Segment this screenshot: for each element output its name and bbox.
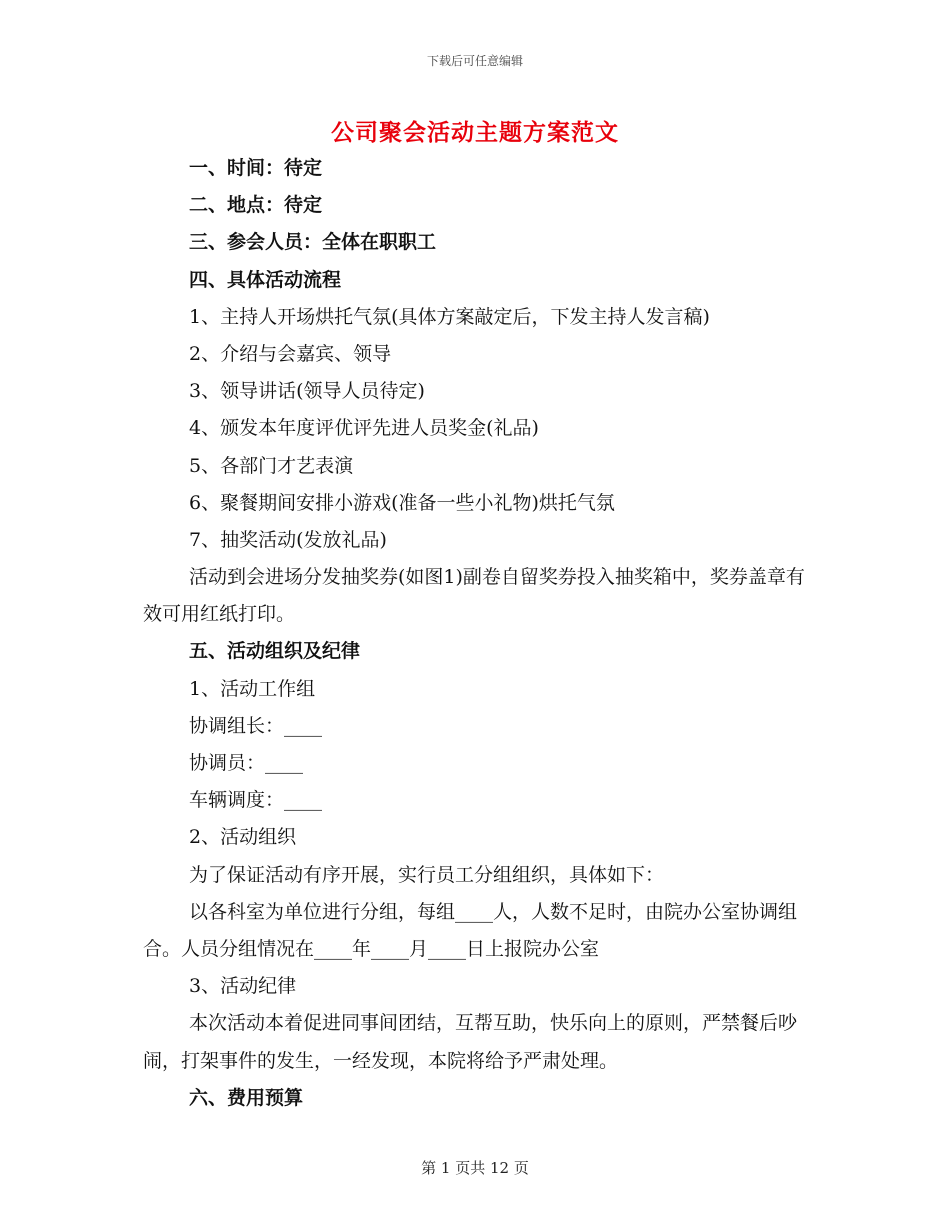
flow-item-2: 2、介绍与会嘉宾、领导 (189, 342, 392, 365)
flow-item-1: 1、主持人开场烘托气氛(具体方案敲定后，下发主持人发言稿) (189, 305, 710, 328)
org-item-discipline: 3、活动纪律 (189, 975, 297, 998)
flow-item-3: 3、领导讲话(领导人员待定) (189, 380, 425, 403)
org-item-workgroup: 1、活动工作组 (189, 677, 316, 700)
document-title: 公司聚会活动主题方案范文 (331, 119, 619, 146)
grouping-paragraph: 以各科室为单位进行分组，每组____人，人数不足时，由院办公室协调组合。人员分组情况在____年____月____日上报院办公室 (143, 900, 798, 960)
flow-item-7: 7、抽奖活动(发放礼品) (189, 528, 387, 551)
vehicle-dispatch: 车辆调度：____ (189, 789, 323, 812)
section-time: 一、时间：待定 (189, 157, 323, 179)
flow-item-5: 5、各部门才艺表演 (189, 454, 354, 477)
section-activity-flow: 四、具体活动流程 (189, 268, 342, 291)
coordinator-leader: 协调组长：____ (189, 714, 323, 737)
section-budget: 六、费用预算 (189, 1086, 304, 1109)
document-body (143, 150, 819, 1117)
section-attendees: 三、参会人员：全体在职职工 (189, 231, 437, 254)
lottery-paragraph: 活动到会进场分发抽奖券(如图1)副卷自留奖券投入抽奖箱中，奖券盖章有效可用红纸打印。 (143, 566, 805, 626)
page-footer: 第 1 页共 12 页 (421, 1159, 529, 1177)
flow-item-4: 4、颁发本年度评优评先进人员奖金(礼品) (189, 417, 539, 440)
flow-item-6: 6、聚餐期间安排小游戏(准备一些小礼物)烘托气氛 (189, 491, 615, 514)
section-location: 二、地点：待定 (189, 194, 323, 217)
discipline-paragraph: 本次活动本着促进同事间团结，互帮互助，快乐向上的原则，严禁餐后吵闹，打架事件的发生，一经发现，本院将给予严肃处理。 (143, 1012, 798, 1072)
coordinator: 协调员：____ (189, 752, 304, 775)
section-organization: 五、活动组织及纪律 (189, 640, 361, 663)
org-item-organization: 2、活动组织 (189, 826, 297, 849)
page-header: 下载后可任意编辑 (426, 54, 523, 68)
org-intro: 为了保证活动有序开展，实行员工分组组织，具体如下： (189, 863, 665, 886)
